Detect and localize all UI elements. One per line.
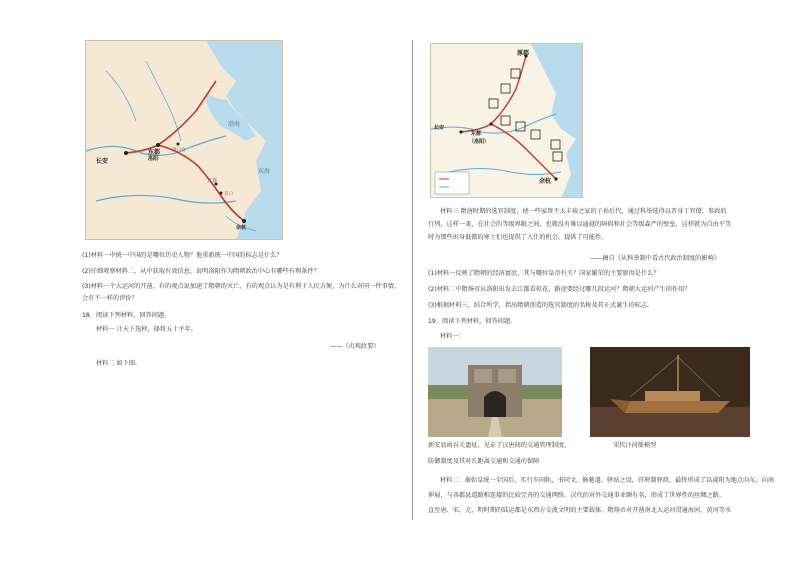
q18-material-3-line1: 材料三 隋唐时期的选官制度，使一些家资不太丰裕之家的子孙后代，通过科举选得以晋身于官僚，参政的 bbox=[440, 208, 727, 215]
map2-label-luoyang: （洛阳） bbox=[469, 139, 490, 145]
right-question-2: (2)材料二中隋炀帝从洛阳出发去江都看琼花，路途要经过哪几段运河？隋朝大运河产生的作用？ bbox=[428, 286, 691, 293]
q18-material-3-line2: 行列。这样一来，在社会的等级界限之间，也就没有难以逾越的障碍和社会等级森严的壁垒，这样就为自由平等 bbox=[428, 221, 732, 228]
map1-label-luoyang: 洛阳 bbox=[148, 156, 159, 162]
q18-material-2: 材料二 如下图。 bbox=[96, 360, 142, 367]
map2-label-dongdu: 东都 bbox=[471, 131, 482, 137]
map1-label-dongdu: 东都 bbox=[148, 149, 161, 156]
photo1-caption-line2: 防御制度及其对长距离交通和交通的保障 bbox=[428, 458, 540, 465]
map2-label-changan: 长安 bbox=[434, 125, 445, 131]
q18-material-3-line3: 时为那些出身低微的寒士们也提供了入仕的机会，提供了可能性。 bbox=[428, 234, 608, 241]
question-19-heading: 19．阅读下列材料，回答问题。 bbox=[428, 318, 517, 325]
q18-material-1-source: ——《贞观政要》 bbox=[330, 343, 380, 350]
q19-material-2-line1: 材料二：秦始皇统一全国后，实行车同轨，书同文，修驰道，驿站之设，官府制驿政，最终形成了以咸阳为地点向东、向南 bbox=[440, 477, 775, 484]
map1-label-donghai: 东海 bbox=[258, 168, 271, 175]
q19-material-2-line3: 直至唐、宋、元、明时期的陆运都是东西方交流文明的主要载体。隋炀帝对开凿南北大运河贯通海河、黄河等水 bbox=[428, 507, 732, 514]
q18-material-3-source: ——摘自《从科举制中看古代政治制度的影响》 bbox=[590, 255, 720, 262]
map1-label-bohai: 渤海 bbox=[228, 121, 241, 128]
grand-canal-map bbox=[85, 40, 283, 240]
map1-label-jingkou: 京口 bbox=[224, 192, 233, 197]
right-question-3: (3)根据材料三，结合所学，指出隋朝创造的选官制度的名称及其正式诞生的标志。 bbox=[428, 302, 654, 309]
left-question-2: (2)仔细观察材料二，从中获取有效信息，说明洛阳作为隋朝政治中心有哪些有利条件？ bbox=[82, 268, 320, 275]
left-question-1: (1)材料一中统一中国的是哪位历史人物？他重新统一中国的标志是什么？ bbox=[82, 252, 283, 259]
q18-material-1: 材料一 计天下选材，择将五十平年。 bbox=[96, 326, 197, 333]
right-question-1: (1)材料一反映了隋朝的经济富庶，其与哪位皇帝有关？国家繁荣的主要原因是什么？ bbox=[428, 270, 660, 277]
sui-canal-route-map bbox=[430, 43, 583, 198]
song-bian-river-boat-model-photo bbox=[590, 347, 750, 437]
photo2-caption: 宋代汴河船模型 bbox=[613, 442, 657, 449]
map2-label-zhuojun: 涿郡 bbox=[517, 50, 530, 57]
map1-label-changan: 长安 bbox=[96, 158, 109, 165]
left-question-3-line2: 会有不一样的评价？ bbox=[82, 295, 138, 302]
sui-canal-route-map-graphic bbox=[431, 44, 583, 198]
left-question-3-line1: (3)材料一个大运河的开凿，有的观点说加速了隋朝的灭亡，有的观点认为是有利于人民方便。为什么对同一件事情， bbox=[82, 283, 401, 290]
column-divider bbox=[412, 40, 413, 520]
gate-photo-graphic bbox=[428, 347, 562, 437]
hangu-pass-gate-photo bbox=[428, 347, 562, 437]
q19-material-2-line2: 伸展，与各郡县道路相连接的比较完善的交通网络。汉代的对外交通事业颇有名，形成了世界性的丝绸之路。 bbox=[428, 492, 725, 499]
grand-canal-map-graphic bbox=[86, 41, 283, 240]
map1-label-jiangdu: 江都 bbox=[208, 179, 217, 184]
photo1-caption: 新安县函谷关遗址，见证了汉唐间的交通管理制度， bbox=[428, 442, 571, 449]
q19-material-1-label: 材料一： bbox=[440, 333, 465, 340]
map2-label-yuhang: 余杭 bbox=[539, 178, 552, 185]
question-18-heading: 18．阅读下列材料，回答问题。 bbox=[82, 312, 171, 319]
map1-label-yuhang: 余杭 bbox=[236, 225, 247, 231]
map1-label-luokoucang: 洛口仓 bbox=[172, 148, 186, 153]
boat-photo-graphic bbox=[590, 347, 750, 437]
